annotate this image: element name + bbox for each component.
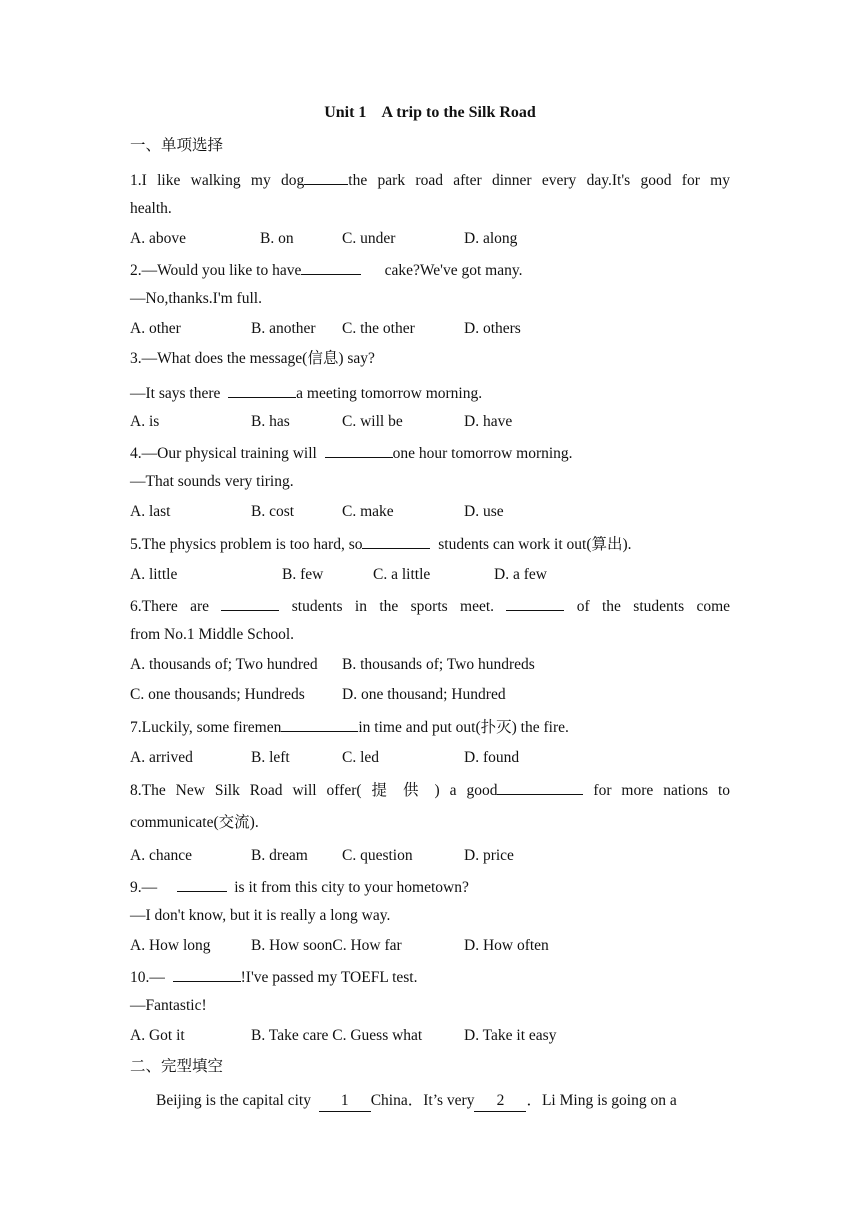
question-4-option: C. make xyxy=(342,503,394,520)
question-2-option: C. the other xyxy=(342,320,415,337)
question-8-option: C. question xyxy=(342,847,413,864)
question-1-stem-cont: health. xyxy=(130,200,172,217)
question-2-text: 2.—Would you like to have xyxy=(130,262,302,279)
question-9-text: 9.— xyxy=(130,879,158,896)
question-4-stem xyxy=(130,442,730,464)
answer-blank xyxy=(497,779,583,795)
question-8-option: D. price xyxy=(464,847,514,864)
answer-blank xyxy=(173,966,241,982)
question-1-option: A. above xyxy=(130,230,186,247)
question-5-option: B. few xyxy=(282,566,324,583)
question-3-text: a meeting tomorrow morning. xyxy=(296,385,483,402)
question-10-text: 10.— xyxy=(130,969,165,986)
cloze-blank-2: 2 xyxy=(474,1091,526,1112)
question-2-option: D. others xyxy=(464,320,521,337)
answer-blank xyxy=(506,595,564,611)
question-10-text: !I've passed my TOEFL test. xyxy=(240,969,418,986)
question-2-text: cake?We've got many. xyxy=(384,262,523,279)
question-7-option: B. left xyxy=(251,749,290,766)
question-3-option: A. is xyxy=(130,413,160,430)
question-10-stem xyxy=(130,966,730,988)
question-4-option: D. use xyxy=(464,503,504,520)
question-8-stem-cont: communicate(交流). xyxy=(130,814,259,831)
question-9-option: A. How long xyxy=(130,937,211,954)
question-5-stem xyxy=(130,533,730,555)
question-4-response: —That sounds very tiring. xyxy=(130,473,294,490)
question-6-option: B. thousands of; Two hundreds xyxy=(342,656,535,673)
question-7-text: in time and put out(扑灭) the fire. xyxy=(358,719,569,736)
question-7-option: C. led xyxy=(342,749,380,766)
question-7-option: A. arrived xyxy=(130,749,193,766)
question-4-option: B. cost xyxy=(251,503,295,520)
question-2-response: —No,thanks.I'm full. xyxy=(130,290,262,307)
question-8-option: A. chance xyxy=(130,847,192,864)
question-3-option: B. has xyxy=(251,413,290,430)
section-heading-cloze: 二、完型填空 xyxy=(130,1058,224,1075)
question-6-option: D. one thousand; Hundred xyxy=(342,686,506,703)
answer-blank xyxy=(362,533,430,549)
question-2-option: A. other xyxy=(130,320,181,337)
cloze-blank-1: 1 xyxy=(319,1091,371,1112)
question-5-option: D. a few xyxy=(494,566,547,583)
question-9-option: D. How often xyxy=(464,937,549,954)
answer-blank xyxy=(301,259,361,275)
answer-blank xyxy=(177,876,227,892)
question-9-response: —I don't know, but it is really a long way. xyxy=(130,907,391,924)
question-3-response xyxy=(130,382,730,404)
question-10-option: D. Take it easy xyxy=(464,1027,557,1044)
question-3-option: D. have xyxy=(464,413,513,430)
cloze-text: ．Li Ming is going on a xyxy=(526,1092,677,1109)
question-6-text: students in the sports meet. xyxy=(291,598,495,615)
question-6-text: 6.There are xyxy=(130,598,210,615)
question-2-stem xyxy=(130,259,730,281)
question-2-option: B. another xyxy=(251,320,316,337)
question-4-option: A. last xyxy=(130,503,171,520)
question-6-stem xyxy=(130,595,730,617)
question-4-text: 4.—Our physical training will xyxy=(130,445,317,462)
question-3-text: —It says there xyxy=(130,385,221,402)
cloze-text: Beijing is the capital city xyxy=(156,1092,311,1109)
question-6-text: of the students come xyxy=(576,598,731,615)
question-8-option: B. dream xyxy=(251,847,308,864)
cloze-text: China．It’s very xyxy=(370,1092,475,1109)
question-1-stem xyxy=(130,169,730,191)
question-8-stem xyxy=(130,779,730,801)
section-heading-multiple-choice: 一、单项选择 xyxy=(130,137,224,154)
question-5-text: students can work it out(算出). xyxy=(438,536,632,553)
question-9-option: B. How soonC. How far xyxy=(251,937,402,954)
question-7-option: D. found xyxy=(464,749,520,766)
question-9-text: is it from this city to your hometown? xyxy=(234,879,469,896)
question-6-option: A. thousands of; Two hundred xyxy=(130,656,318,673)
question-10-option: B. Take care C. Guess what xyxy=(251,1027,423,1044)
cloze-passage-line xyxy=(156,1091,730,1112)
answer-blank xyxy=(221,595,279,611)
question-7-stem xyxy=(130,716,730,738)
question-6-option: C. one thousands; Hundreds xyxy=(130,686,305,703)
question-4-text: one hour tomorrow morning. xyxy=(392,445,573,462)
question-5-option: C. a little xyxy=(373,566,431,583)
question-6-stem-cont: from No.1 Middle School. xyxy=(130,626,295,643)
question-7-text: 7.Luckily, some firemen xyxy=(130,719,282,736)
question-1-option: D. along xyxy=(464,230,518,247)
answer-blank xyxy=(325,442,393,458)
question-10-option: A. Got it xyxy=(130,1027,185,1044)
question-9-stem xyxy=(130,876,730,898)
question-8-text: for more nations to xyxy=(593,782,730,799)
answer-blank xyxy=(281,716,358,732)
answer-blank xyxy=(304,169,348,185)
page-title: Unit 1 A trip to the Silk Road xyxy=(324,104,536,121)
question-1-text: 1.I like walking my dog xyxy=(130,172,305,189)
question-3-option: C. will be xyxy=(342,413,403,430)
question-1-option: C. under xyxy=(342,230,396,247)
answer-blank xyxy=(228,382,296,398)
question-1-text: the park road after dinner every day.It's good for my xyxy=(348,172,730,189)
question-8-text: 8.The New Silk Road will offer( 提 供 ) a good xyxy=(130,782,498,799)
question-5-option: A. little xyxy=(130,566,178,583)
question-10-response: —Fantastic! xyxy=(130,997,207,1014)
question-3-stem: 3.—What does the message(信息) say? xyxy=(130,350,375,367)
question-1-option: B. on xyxy=(260,230,294,247)
question-5-text: 5.The physics problem is too hard, so xyxy=(130,536,363,553)
